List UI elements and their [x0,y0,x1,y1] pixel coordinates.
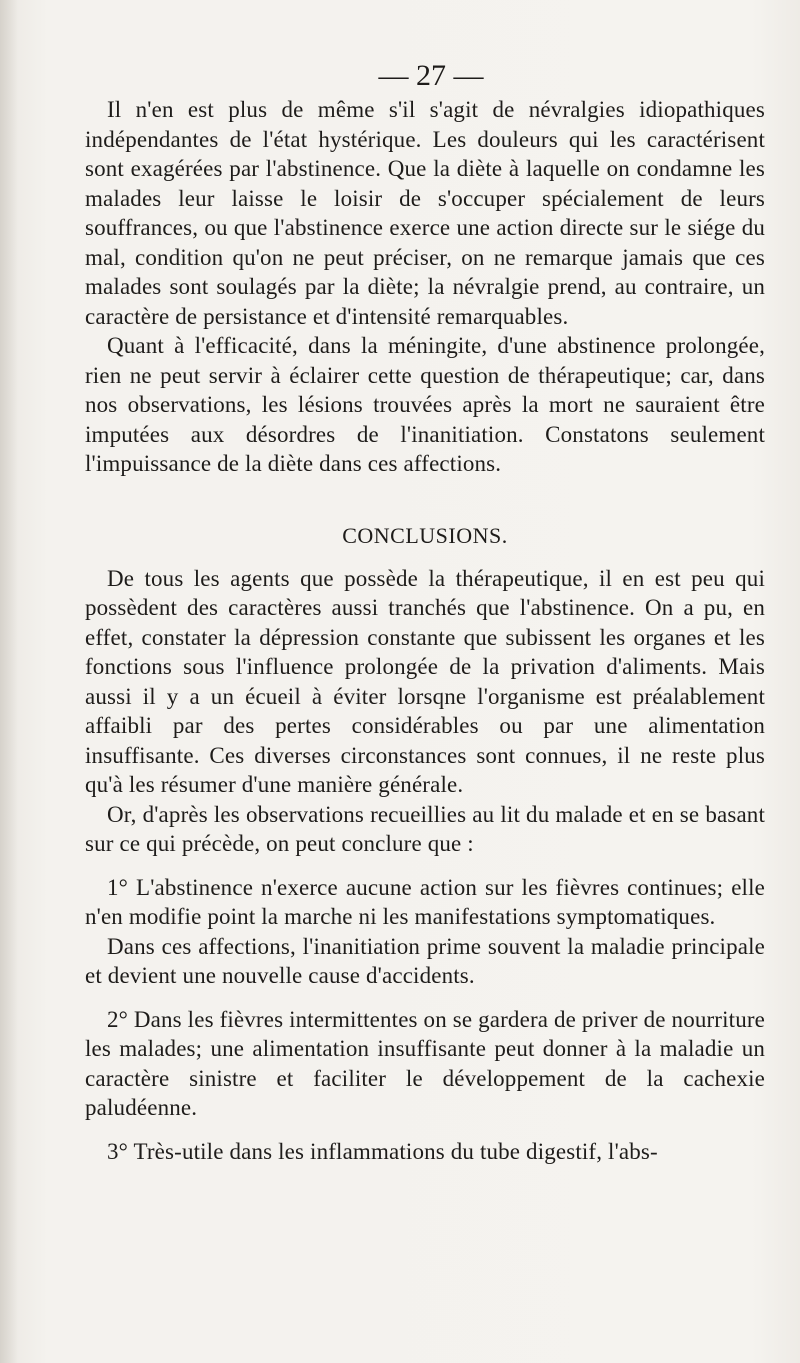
paragraph-observations: Or, d'après les observations recueillies au lit du malade et en se basant sur ce qui précède, on peut conclure que : [85,801,765,856]
conclusion-item-3: 3° Très-utile dans les inflammations du tube digestif, l'abs- [107,1138,658,1164]
page-text-block [85,58,765,1166]
paragraph-nevralgies: Il n'en est plus de même s'il s'agit de névralgies idiopathiques indépendantes de l'état hystérique. Les douleurs qui les caractérisent sont exagérées par l'abstinence. Que la diète à laquelle on condamne les malades leur laisse le loisir de s'occuper spécialement de leurs souffrances, ou que l'abstinence exerce une action directe sur le siége du mal, condition qu'on ne peut préciser, on ne remarque jamais que ces malades sont soulagés par la diète; la névralgie prend, au contraire, un caractère de persistance et d'intensité remarquables. [85,97,765,329]
paragraph-meningite: Quant à l'efficacité, dans la méningite, d'une abstinence prolongée, rien ne peut servir à éclairer cette question de thérapeutique; car, dans nos observations, les lésions trouvées après la mort ne sauraient être imputées aux désordres de l'inanitiation. Constatons seulement l'impuissance de la diète dans ces affections. [85,333,765,476]
section-heading-conclusions: CONCLUSIONS. [342,522,508,548]
paragraph-agents: De tous les agents que possède la thérapeutique, il en est peu qui possèdent des caractères aussi tranchés que l'abstinence. On a pu, en effet, constater la dépression constante que subissent les organes et les fonctions sous l'influence prolongée de la privation d'aliments. Mais aussi il y a un écueil à éviter lorsqne l'organisme est préalablement affaibli par des pertes considérables ou par une alimentation insuffisante. Ces diverses circonstances sont connues, il ne reste plus qu'à les résumer d'une manière générale. [85,565,765,797]
conclusion-item-2: 2° Dans les fièvres intermittentes on se gardera de priver de nourriture les malades; une alimentation insuffisante peut donner à la maladie un caractère sinistre et faciliter le développement de la cachexie paludéenne. [85,1006,766,1120]
page-number: — 27 — [378,59,484,92]
page-gutter-shadow [0,0,18,1363]
paragraph-inanitiation: Dans ces affections, l'inanitiation prime souvent la maladie principale et devient une nouvelle cause d'accidents. [85,933,765,988]
conclusion-item-1: 1° L'abstinence n'exerce aucune action sur les fièvres continues; elle n'en modifie point la marche ni les manifestations symptomatiques. [85,874,765,929]
